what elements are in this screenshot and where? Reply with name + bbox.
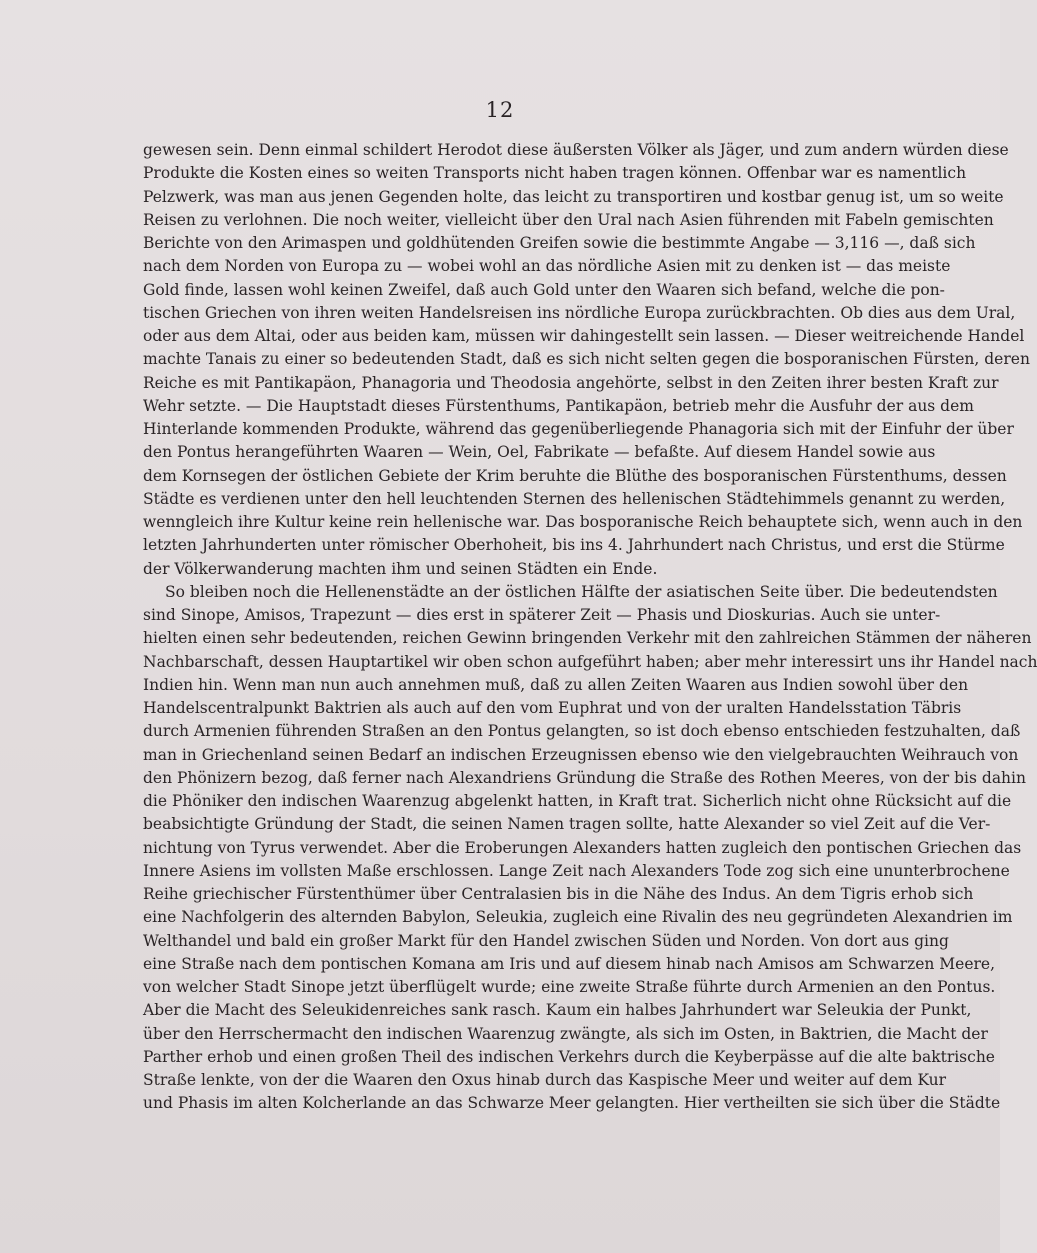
text-line: den Phönizern bezog, daß ferner nach Alexandriens Gründung die Straße des Rothen Meeres, von der bis dahin [143, 768, 1026, 787]
text-line: den Pontus herangeführten Waaren — Wein, Oel, Fabrikate — befaßte. Auf diesem Handel sowie aus [143, 443, 936, 462]
paragraph-1 [143, 139, 1030, 581]
text-line: und Phasis im alten Kolcherlande an das Schwarze Meer gelangten. Hier vertheilten sie sich über die Städte [143, 1094, 1001, 1113]
text-line: Innere Asiens im vollsten Maße erschlossen. Lange Zeit nach Alexanders Tode zog sich eine ununterbrochene [143, 861, 1010, 880]
text-line: man in Griechenland seinen Bedarf an indischen Erzeugnissen ebenso wie den vielgebrauchten Weihrauch von [143, 745, 1019, 764]
text-line: der Völkerwanderung machten ihm und seinen Städten ein Ende. [143, 559, 658, 578]
text-line: die Phöniker den indischen Waarenzug abgelenkt hatten, in Kraft trat. Sicherlich nicht ohne Rücksicht auf die [143, 792, 1012, 810]
text-line: über den Herrschermacht den indischen Waarenzug zwängte, als sich im Osten, in Baktrien, die Macht der [143, 1024, 988, 1043]
text-line: nichtung von Tyrus verwendet. Aber die Eroberungen Alexanders hatten zugleich den pontischen Griechen das [143, 838, 1022, 857]
text-line: durch Armenien führenden Straßen an den Pontus gelangten, so ist doch ebenso entschieden festzuhalten, daß [143, 722, 1021, 741]
text-line: Straße lenkte, von der die Waaren den Oxus hinab durch das Kaspische Meer und weiter auf dem Kur [143, 1071, 947, 1089]
text-line: gewesen sein. Denn einmal schildert Herodot diese äußersten Völker als Jäger, und zum andern würden diese [143, 141, 1009, 159]
text-line: oder aus dem Altai, oder aus beiden kam, müssen wir dahingestellt sein lassen. — Dieser weitreichende Handel [143, 327, 1025, 345]
text-line: Welthandel und bald ein großer Markt für den Handel zwischen Süden und Norden. Von dort aus ging [143, 931, 949, 950]
text-line: Gold finde, lassen wohl keinen Zweifel, daß auch Gold unter den Waaren sich befand, welche die pon- [143, 280, 945, 299]
text-line: Produkte die Kosten eines so weiten Transports nicht haben tragen können. Offenbar war es namentlich [143, 164, 967, 183]
text-line: Indien hin. Wenn man nun auch annehmen muß, daß zu allen Zeiten Waaren aus Indien sowohl über den [143, 675, 969, 694]
text-line: Handelscentralpunkt Baktrien als auch auf den vom Euphrat und von der uralten Handelsstation Täbris [143, 699, 962, 717]
page-number: 12 [485, 98, 515, 122]
text-line: nach dem Norden von Europa zu — wobei wohl an das nördliche Asien mit zu denken ist — das meiste [143, 257, 951, 276]
text-line: machte Tanais zu einer so bedeutenden Stadt, daß es sich nicht selten gegen die bosporanischen Fürsten, deren [143, 350, 1030, 369]
text-line: Reisen zu verlohnen. Die noch weiter, vielleicht über den Ural nach Asien führenden mit Fabeln gemischten [143, 210, 994, 229]
text-line: von welcher Stadt Sinope jetzt überflügelt wurde; eine zweite Straße führte durch Armenien an den Pontus. [143, 978, 996, 996]
text-line: eine Straße nach dem pontischen Komana am Iris und auf diesem hinab nach Amisos am Schwarzen Meere, [143, 954, 996, 973]
body-text [143, 139, 1037, 1116]
text-line: Wehr setzte. — Die Hauptstadt dieses Fürstenthums, Pantikapäon, betrieb mehr die Ausfuhr der aus dem [143, 396, 974, 415]
text-line: dem Kornsegen der östlichen Gebiete der Krim beruhte die Blüthe des bosporanischen Fürstenthums, dessen [143, 466, 1007, 485]
text-line: sind Sinope, Amisos, Trapezunt — dies erst in späterer Zeit — Phasis und Dioskurias. Auch sie unter- [143, 606, 941, 624]
text-line: Reihe griechischer Fürstenthümer über Centralasien bis in die Nähe des Indus. An dem Tigris erhob sich [143, 885, 974, 903]
text-line: So bleiben noch die Hellenenstädte an der östlichen Hälfte der asiatischen Seite über. Die bedeutendsten [165, 582, 998, 601]
text-line: Reiche es mit Pantikapäon, Phanagoria und Theodosia angehörte, selbst in den Zeiten ihrer besten Kraft zur [143, 373, 999, 392]
text-line: Pelzwerk, was man aus jenen Gegenden holte, das leicht zu transportiren und kostbar genug ist, um so weite [143, 187, 1004, 206]
text-line: Aber die Macht des Seleukidenreiches sank rasch. Kaum ein halbes Jahrhundert war Seleukia der Punkt, [143, 1001, 972, 1020]
text-line: hielten einen sehr bedeutenden, reichen Gewinn bringenden Verkehr mit den zahlreichen Stämmen der näheren [143, 629, 1032, 648]
text-line: letzten Jahrhunderten unter römischer Oberhoheit, bis ins 4. Jahrhundert nach Christus, und erst die Stürme [143, 536, 1005, 555]
text-line: wenngleich ihre Kultur keine rein hellenische war. Das bosporanische Reich behauptete sich, wenn auch in den [143, 513, 1023, 531]
paragraph-2 [143, 581, 1037, 1116]
text-line: Hinterlande kommenden Produkte, während das gegenüberliegende Phanagoria sich mit der Einfuhr der über [143, 420, 1014, 438]
text-line: beabsichtigte Gründung der Stadt, die seinen Namen tragen sollte, hatte Alexander so viel Zeit auf die Ver- [143, 815, 991, 834]
text-line: Berichte von den Arimaspen und goldhütenden Greifen sowie die bestimmte Angabe — 3,116 —, daß sich [143, 234, 976, 252]
text-line: eine Nachfolgerin des alternden Babylon, Seleukia, zugleich eine Rivalin des neu gegründeten Alexandrien im [143, 908, 1013, 927]
text-line: Parther erhob und einen großen Theil des indischen Verkehrs durch die Keyberpässe auf die alte baktrische [143, 1047, 995, 1066]
text-line: Städte es verdienen unter den hell leuchtenden Sternen des hellenischen Städtehimmels genannt zu werden, [143, 489, 1006, 508]
text-line: Nachbarschaft, dessen Hauptartikel wir oben schon aufgeführt haben; aber mehr interessirt uns ihr Handel nach [143, 652, 1037, 671]
text-line: tischen Griechen von ihren weiten Handelsreisen ins nördliche Europa zurückbrachten. Ob dies aus dem Ural, [143, 303, 1016, 322]
